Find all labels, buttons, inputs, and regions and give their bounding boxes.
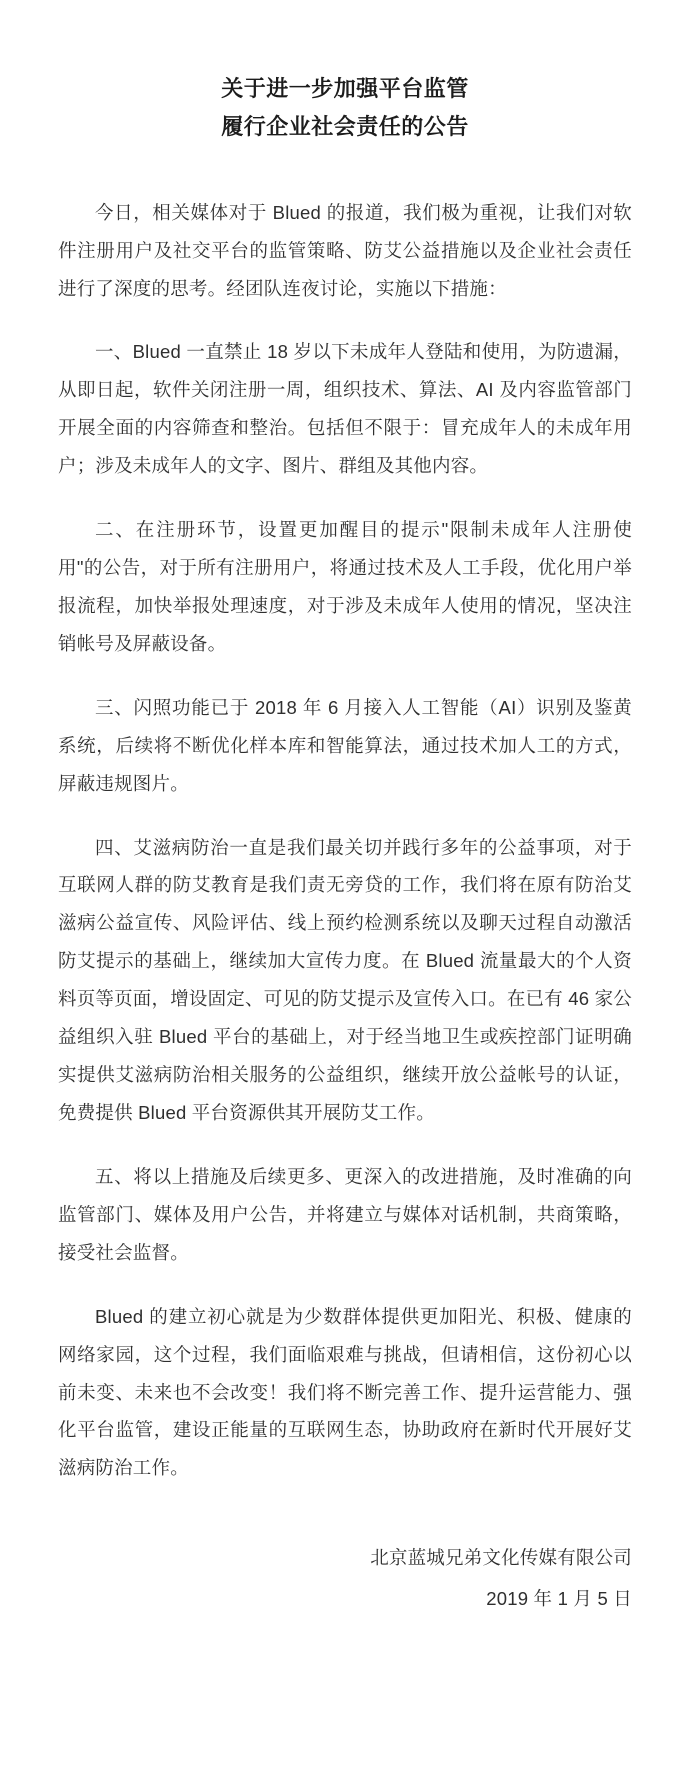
paragraph-closing: Blued 的建立初心就是为少数群体提供更加阳光、积极、健康的网络家园，这个过程，我们面临艰难与挑战，但请相信，这份初心以前未变、未来也不会改变！我们将不断完善工作、提升运营能力、强化平台监管，建设正能量的互联网生态，协助政府在新时代开展好艾滋病防治工作。 bbox=[58, 1305, 632, 1479]
title-line-1: 关于进一步加强平台监管 bbox=[221, 76, 469, 101]
title-line-2: 履行企业社会责任的公告 bbox=[221, 113, 469, 139]
paragraph-intro: 今日，相关媒体对于 Blued 的报道，我们极为重视，让我们对软件注册用户及社交平台的监管策略、防艾公益措施以及企业社会责任进行了深度的思考。经团队连夜讨论，实施以下措施： bbox=[58, 201, 632, 299]
paragraph-measure-2: 二、在注册环节，设置更加醒目的提示"限制未成年人注册使用"的公告，对于所有注册用户，将通过技术及人工手段，优化用户举报流程，加快举报处理速度，对于涉及未成年人使用的情况，坚决注销帐号及屏蔽设备。 bbox=[58, 519, 632, 654]
signature-company: 北京蓝城兄弟文化传媒有限公司 bbox=[370, 1547, 632, 1569]
document-title bbox=[58, 70, 632, 146]
paragraph-measure-3: 三、闪照功能已于 2018 年 6 月接入人工智能（AI）识别及鉴黄系统，后续将不断优化样本库和智能算法，通过技术加人工的方式，屏蔽违规图片。 bbox=[58, 696, 632, 794]
paragraph-measure-1: 一、Blued 一直禁止 18 岁以下未成年人登陆和使用，为防遗漏，从即日起，软件关闭注册一周，组织技术、算法、AI 及内容监管部门开展全面的内容筛查和整治。包括但不限于：冒充成年人的未成年用户；涉及未成年人的文字、图片、群组及其他内容。 bbox=[58, 341, 632, 477]
signature-date: 2019 年 1 月 5 日 bbox=[486, 1588, 632, 1610]
document-body bbox=[58, 194, 632, 1488]
document-signature bbox=[58, 1539, 632, 1617]
paragraph-measure-5: 五、将以上措施及后续更多、更深入的改进措施，及时准确的向监管部门、媒体及用户公告，并将建立与媒体对话机制，共商策略，接受社会监督。 bbox=[58, 1165, 632, 1263]
paragraph-measure-4: 四、艾滋病防治一直是我们最关切并践行多年的公益事项，对于互联网人群的防艾教育是我们责无旁贷的工作，我们将在原有防治艾滋病公益宣传、风险评估、线上预约检测系统以及聊天过程自动激活防艾提示的基础上，继续加大宣传力度。在 Blued 流量最大的个人资料页等页面，增设固定、可见的防艾提示及宣传入口。在已有 46 家公益组织入驻 Blued 平台的基础上，对于经当地卫生或疾控部门证明确实提供艾滋病防治相关服务的公益组织，继续开放公益帐号的认证，免费提供 Blued 平台资源供其开展防艾工作。 bbox=[58, 836, 632, 1124]
